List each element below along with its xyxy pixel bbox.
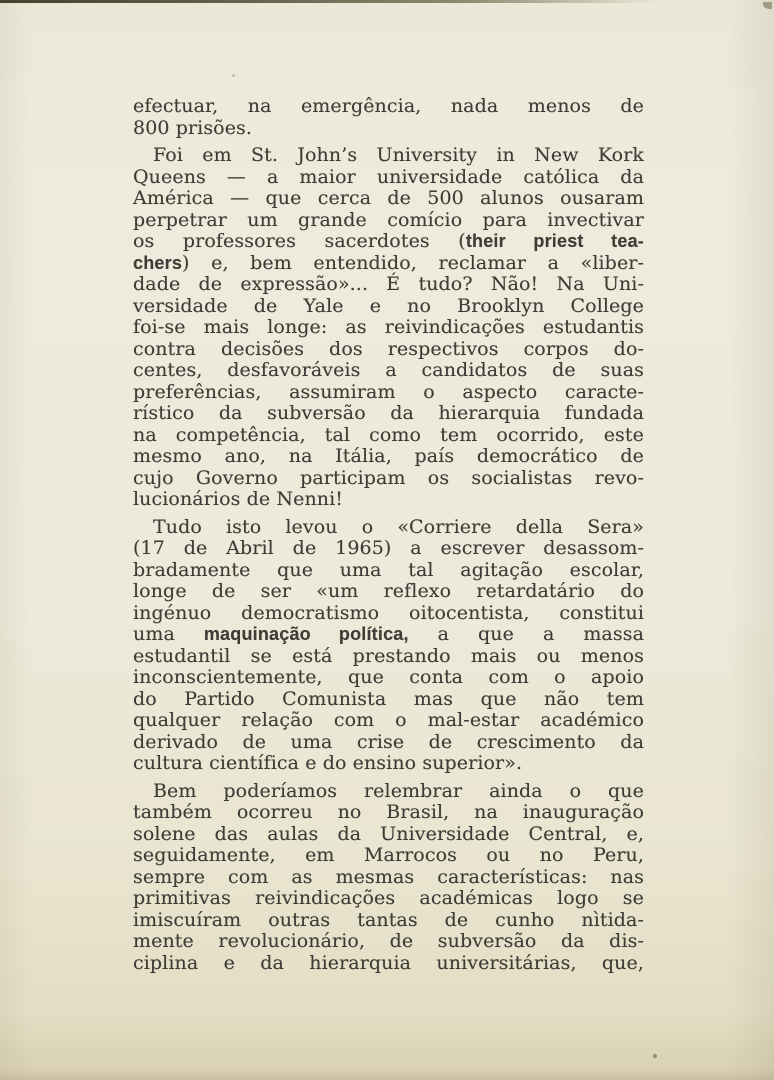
text-line: (17 de Abril de 1965) a escrever desassom- bbox=[133, 537, 644, 559]
text-line: ingénuo democratismo oitocentista, constitui bbox=[133, 601, 644, 624]
text-line: solene das aulas da Universidade Central, e, bbox=[133, 822, 644, 845]
paper-speck bbox=[232, 74, 235, 77]
text-line: centes, desfavoráveis a candidatos de suas bbox=[133, 359, 644, 381]
text-line: estudantil se está prestando mais ou menos bbox=[133, 644, 644, 667]
scan-top-edge bbox=[0, 0, 774, 3]
bold-emphasis: their priest tea- bbox=[465, 231, 644, 251]
paragraph bbox=[133, 517, 644, 775]
text-line: imiscuíram outras tantas de cunho nìtida- bbox=[133, 908, 644, 931]
text-line: Foi em St. John’s University in New Kork bbox=[153, 144, 644, 166]
scan-corner-smudge bbox=[763, 2, 772, 9]
text-line: dade de expressão»... É tudo? Não! Na Uni- bbox=[133, 273, 644, 295]
text-line: mesmo ano, na Itália, país democrático de bbox=[133, 445, 644, 467]
bold-emphasis: chers bbox=[133, 252, 183, 273]
text-line: preferências, assumiram o aspecto caracte- bbox=[133, 380, 644, 403]
text-line: do Partido Comunista mas que não tem bbox=[133, 687, 644, 710]
text-line: cultura científica e do ensino superior». bbox=[133, 752, 523, 774]
text-line: versidade de Yale e no Brooklyn College bbox=[133, 294, 644, 317]
text-line: inconscientemente, que conta com o apoio bbox=[133, 666, 644, 688]
text-line: Queens — a maior universidade católica da bbox=[133, 165, 644, 188]
text-line bbox=[133, 624, 644, 646]
text-line: foi-se mais longe: as reivindicações estudantis bbox=[133, 316, 644, 338]
text-line: América — que cerca de 500 alunos ousaram bbox=[133, 187, 644, 209]
text-line: contra decisões dos respectivos corpos do- bbox=[133, 337, 644, 360]
text-line: Bem poderíamos relembrar ainda o que bbox=[153, 779, 644, 802]
paragraph bbox=[133, 781, 644, 975]
paragraph bbox=[133, 96, 644, 139]
text-line: também ocorreu no Brasil, na inauguração bbox=[133, 801, 644, 823]
text-line: sempre com as mesmas características: nas bbox=[133, 865, 644, 888]
text-line: qualquer relação com o mal-estar académico bbox=[133, 709, 644, 731]
text-line: mente revolucionário, de subversão da dis- bbox=[133, 930, 644, 952]
bold-emphasis: maquinação política, bbox=[203, 624, 409, 644]
text-line: bradamente que uma tal agitação escolar, bbox=[133, 558, 644, 581]
text-line: ciplina e da hierarquia universitárias, que, bbox=[133, 951, 644, 974]
text-line: longe de ser «um reflexo retardatário do bbox=[133, 580, 644, 602]
page-text bbox=[133, 96, 644, 974]
text-line bbox=[133, 253, 644, 275]
text-line: cujo Governo participam os socialistas revo- bbox=[133, 466, 644, 489]
text-line: seguidamente, em Marrocos ou no Peru, bbox=[133, 844, 644, 866]
text-line: lucionários de Nenni! bbox=[133, 488, 344, 510]
text-line: 800 prisões. bbox=[133, 116, 253, 139]
text-line: Tudo isto levou o «Corriere della Sera» bbox=[153, 515, 644, 538]
line-text: a que a massa bbox=[408, 623, 644, 645]
line-text: os professores sacerdotes ( bbox=[133, 230, 466, 252]
text-line: perpetrar um grande comício para invectivar bbox=[133, 208, 644, 231]
line-text: uma bbox=[133, 623, 204, 645]
text-line: derivado de uma crise de crescimento da bbox=[133, 730, 644, 753]
text-line: na competência, tal como tem ocorrido, este bbox=[133, 423, 644, 446]
paper-speck bbox=[653, 1054, 657, 1058]
paragraph bbox=[133, 145, 644, 511]
line-text: ) e, bem entendido, reclamar a «liber- bbox=[182, 251, 644, 274]
text-line: efectuar, na emergência, nada menos de bbox=[133, 95, 644, 117]
text-line: primitivas reivindicações académicas logo se bbox=[133, 887, 644, 909]
text-line bbox=[133, 231, 644, 253]
text-line: rístico da subversão da hierarquia fundada bbox=[133, 402, 644, 424]
